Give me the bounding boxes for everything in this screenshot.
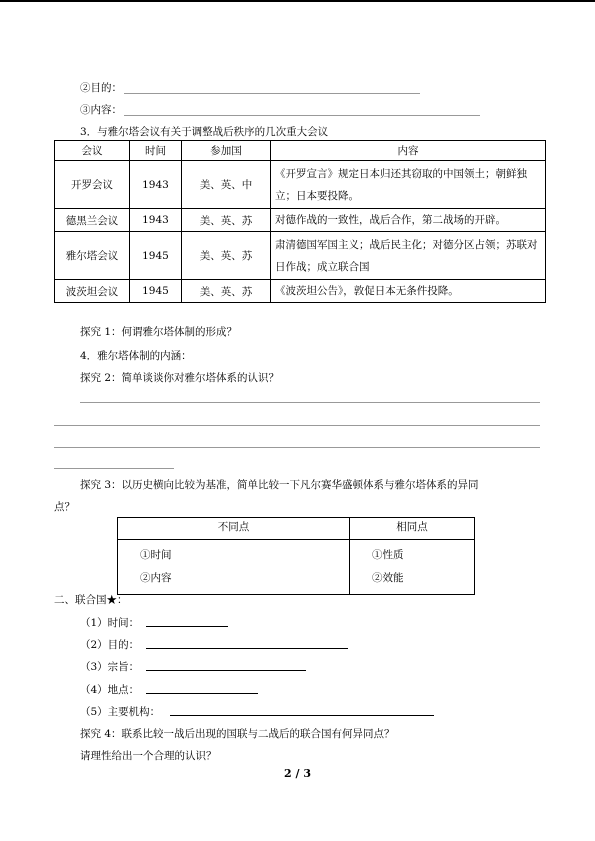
- similarities-cell[interactable]: [350, 540, 475, 595]
- un-time-label: （1）时间：: [80, 617, 140, 629]
- table-header-row: [55, 141, 546, 161]
- meeting-countries: 美、英、苏: [182, 280, 271, 303]
- meeting-content: 《波茨坦公告》，敦促日本无条件投降。: [271, 280, 546, 303]
- content-label: ③内容：: [80, 104, 122, 116]
- explore-q4: 探究 4：联系比较一战后出现的国联与二战后的联合国有何异同点？: [80, 728, 395, 740]
- table-row: [55, 280, 546, 303]
- meeting-content: 肃清德国军国主义；战后民主化；对德分区占领；苏联对日作战；成立联合国: [271, 232, 546, 280]
- un-location-blank[interactable]: [146, 693, 258, 694]
- heading-3: 3．与雅尔塔会议有关于调整战后秩序的几次重大会议: [80, 126, 329, 138]
- header-similarities: 相同点: [350, 518, 475, 540]
- table-header-row: [118, 518, 475, 540]
- answer-line[interactable]: [54, 447, 540, 448]
- meeting-countries: 美、英、苏: [182, 232, 271, 280]
- answer-line[interactable]: [80, 402, 540, 403]
- un-principle-label: （3）宗旨：: [80, 661, 140, 673]
- meeting-content: 对德作战的一致性，战后合作，第二战场的开辟。: [271, 209, 546, 232]
- meeting-year: 1945: [130, 280, 182, 303]
- meeting-year: 1943: [130, 209, 182, 232]
- meeting-name: 德黑兰会议: [55, 209, 130, 232]
- purpose-blank[interactable]: [124, 93, 420, 94]
- un-section-title: 二、联合国★：: [54, 594, 128, 606]
- un-organs-blank[interactable]: [170, 715, 434, 716]
- same-item: ②效能: [372, 572, 404, 584]
- meeting-year: 1943: [130, 161, 182, 209]
- un-time-blank[interactable]: [146, 626, 228, 627]
- meeting-countries: 美、英、中: [182, 161, 271, 209]
- un-purpose-blank[interactable]: [146, 648, 348, 649]
- diff-item: ②内容: [140, 572, 172, 584]
- un-purpose-label: （2）目的：: [80, 639, 140, 651]
- meeting-name: 开罗会议: [55, 161, 130, 209]
- meeting-name: 波茨坦会议: [55, 280, 130, 303]
- un-organs-label: （5）主要机构：: [80, 706, 161, 718]
- header-year: 时间: [130, 141, 182, 161]
- same-item: ①性质: [372, 549, 404, 561]
- table-row: [55, 161, 546, 209]
- meeting-content: 《开罗宣言》规定日本归还其窃取的中国领土；朝鲜独立；日本要投降。: [271, 161, 546, 209]
- page-number: 2 / 3: [284, 767, 311, 780]
- explore-q2: 探究 2：简单谈谈你对雅尔塔体系的认识？: [80, 372, 280, 384]
- meeting-year: 1945: [130, 232, 182, 280]
- table-row: [55, 209, 546, 232]
- differences-cell[interactable]: [118, 540, 350, 595]
- explore-q3-line2: 点？: [54, 501, 75, 513]
- header-content: 内容: [271, 141, 546, 161]
- content-blank[interactable]: [124, 115, 480, 116]
- explore-q4-followup: 请理性给出一个合理的认识？: [80, 750, 217, 762]
- header-countries: 参加国: [182, 141, 271, 161]
- purpose-label: ②目的：: [80, 82, 122, 94]
- diff-item: ①时间: [140, 549, 172, 561]
- meetings-table: [54, 140, 546, 303]
- header-differences: 不同点: [118, 518, 350, 540]
- explore-q1: 探究 1：何谓雅尔塔体制的形成？: [80, 326, 238, 338]
- comparison-table: [117, 517, 475, 595]
- header-meeting: 会议: [55, 141, 130, 161]
- meeting-countries: 美、英、苏: [182, 209, 271, 232]
- page-top-border: [0, 0, 595, 2]
- explore-q3-line1: 探究 3：以历史横向比较为基准，简单比较一下凡尔赛华盛顿体系与雅尔塔体系的异同: [80, 479, 479, 491]
- table-row: [118, 540, 475, 595]
- answer-line[interactable]: [54, 425, 540, 426]
- meeting-name: 雅尔塔会议: [55, 232, 130, 280]
- heading-4: 4．雅尔塔体制的内涵：: [80, 350, 192, 362]
- un-principle-blank[interactable]: [146, 670, 306, 671]
- answer-line[interactable]: [54, 468, 174, 469]
- table-row: [55, 232, 546, 280]
- un-location-label: （4）地点：: [80, 684, 140, 696]
